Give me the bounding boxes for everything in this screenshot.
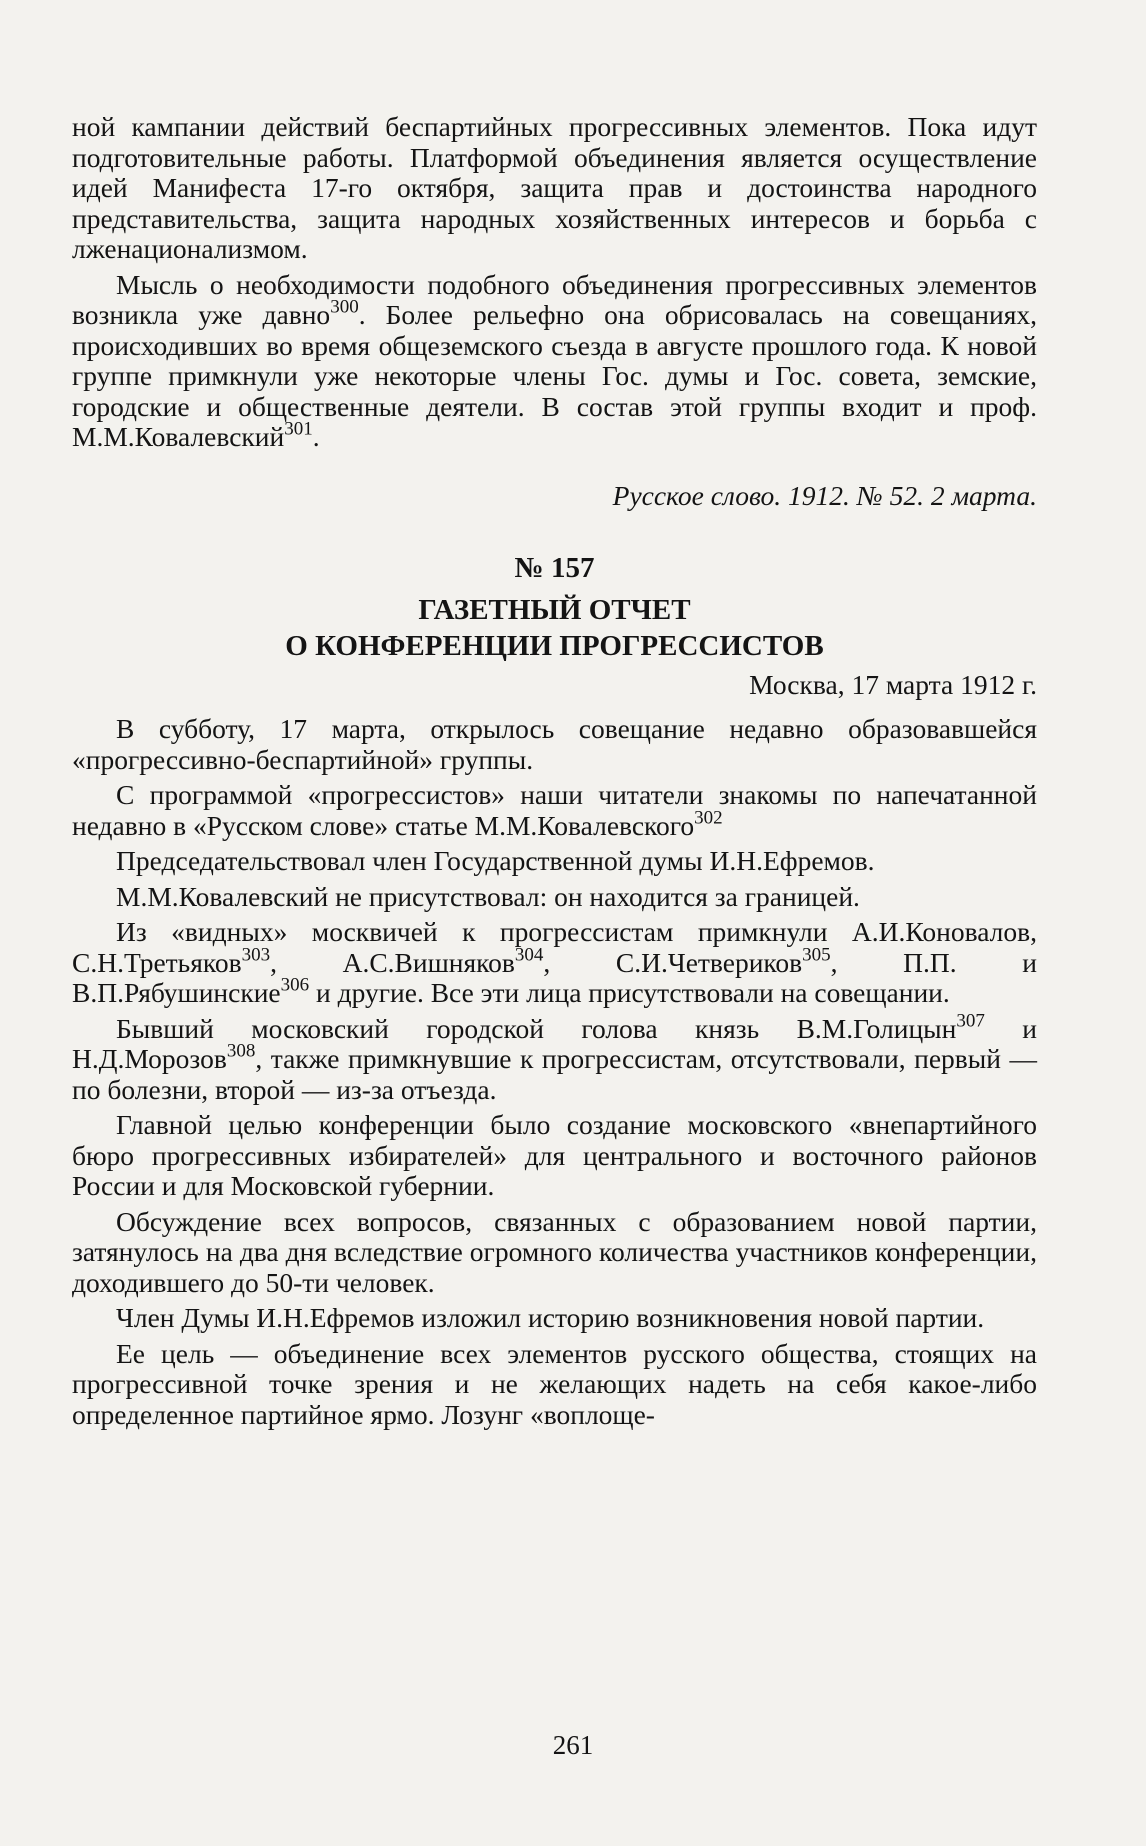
footnote-ref: 302 xyxy=(694,807,723,829)
footnote-ref: 305 xyxy=(802,944,831,966)
paragraph-text: . Более рельефно она обрисовалась на совещаниях, происходивших во время общеземского съезда в августе прошлого года. К новой группе примкнули уже некоторые члены Гос. думы и Гос. совета, земские, городские и общественные деятели. В состав этой группы входит и проф. М.М.Ковалевский xyxy=(72,299,1037,452)
paragraph: М.М.Ковалевский не присутствовал: он находится за границей. xyxy=(116,880,860,912)
paragraph: Главной целью конференции было создание московского «внепартийного бюро прогрессивных избирателей» для центрального и восточного районов России и для Московской губернии. xyxy=(72,1109,1037,1201)
paragraph: Председательствовал член Государственной думы И.Н.Ефремов. xyxy=(116,845,875,876)
paragraph xyxy=(72,780,1037,841)
footnote-ref: 303 xyxy=(241,944,271,966)
source-citation: Русское слово. 1912. № 52. 2 марта. xyxy=(612,479,1037,511)
document-title-line: О КОНФЕРЕНЦИИ ПРОГРЕССИСТОВ xyxy=(285,629,824,662)
paragraph xyxy=(72,917,1037,1009)
paragraph-text: Мысль о необходимости подобного объединения прогрессивных элементов возникла уже давно xyxy=(72,268,1037,330)
paragraph-text: Из «видных» москвичей к прогрессистам примкнули А.И.Коновалов, С.Н.Третьяков xyxy=(72,916,1037,978)
footnote-ref: 307 xyxy=(956,1010,985,1032)
paragraph-text: , А.С.Вишняков xyxy=(270,946,515,978)
page-number: 261 xyxy=(552,1730,594,1760)
document-title-line: ГАЗЕТНЫЙ ОТЧЕТ xyxy=(418,593,691,626)
paragraph-text: и Н.Д.Морозов xyxy=(72,1012,1037,1074)
paragraph-text: Бывший московский городской голова князь В.М.Голицын xyxy=(116,1012,957,1044)
paragraph-text: , П.П. и В.П.Рябушинские xyxy=(72,946,1037,1008)
footnote-ref: 306 xyxy=(280,974,310,996)
footnote-ref: 301 xyxy=(284,418,313,440)
paragraph-text: , С.И.Четвериков xyxy=(543,946,803,978)
footnote-ref: 308 xyxy=(226,1040,256,1062)
paragraph: Обсуждение всех вопросов, связанных с образованием новой партии, затянулось на два дня вследствие огромного количества участников конференции, доходившего до 50-ти человек. xyxy=(72,1205,1037,1298)
paragraph-text: . xyxy=(312,421,320,452)
paragraph: Ее цель — объединение всех элементов русского общества, стоящих на прогрессивной точке зрения и не желающих надеть на себя какое-либо определенное партийное ярмо. Лозунг «воплоще- xyxy=(72,1337,1037,1430)
footnote-ref: 304 xyxy=(514,944,544,966)
paragraph-text: , также примкнувшие к прогрессистам, отсутствовали, первый — по болезни, второй — из-за отъезда. xyxy=(72,1043,1037,1105)
paragraph xyxy=(72,1010,1037,1106)
document-title xyxy=(72,592,1037,664)
paragraph: В субботу, 17 марта, открылось совещание недавно образовавшейся «прогрессивно-беспартийной» группы. xyxy=(72,713,1037,775)
footnote-ref: 300 xyxy=(330,296,359,318)
document-number: № 157 xyxy=(514,552,595,584)
dateline: Москва, 17 марта 1912 г. xyxy=(749,668,1037,700)
paragraph: ной кампании действий беспартийных прогрессивных элементов. Пока идут подготовительные работы. Платформой объединения является осуществление идей Манифеста 17-го октября, защита прав и достоинства народного представительства, защита народных хозяйственных интересов и борьба с лженационализмом. xyxy=(72,111,1037,264)
paragraph xyxy=(72,270,1037,453)
paragraph-text: С программой «прогрессистов» наши читатели знакомы по напечатанной недавно в «Русском слове» статье М.М.Ковалевского xyxy=(72,779,1037,841)
document-page xyxy=(72,112,1037,1435)
paragraph: Член Думы И.Н.Ефремов изложил историю возникновения новой партии. xyxy=(116,1302,985,1333)
paragraph-text: и другие. Все эти лица присутствовали на совещании. xyxy=(309,977,950,1008)
